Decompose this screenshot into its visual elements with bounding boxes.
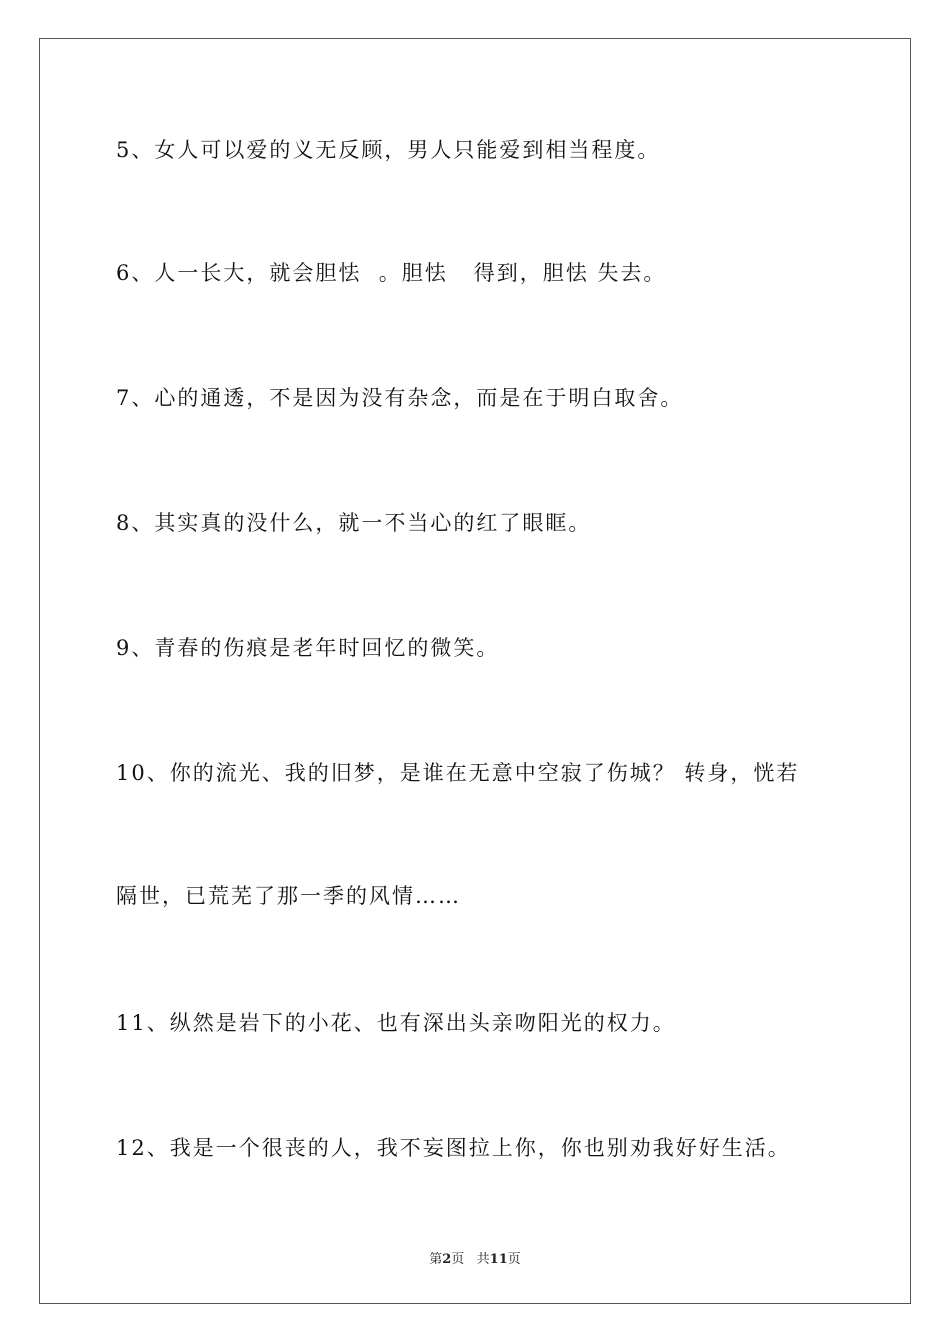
text-line-10: 10、你的流光、我的旧梦，是谁在无意中空寂了伤城？ 转身，恍若 bbox=[116, 761, 800, 785]
text-line-5: 5、女人可以爱的义无反顾，男人只能爱到相当程度。 bbox=[116, 138, 661, 162]
text-line-10-continued: 隔世，已荒芜了那一季的风情…… bbox=[116, 884, 461, 908]
footer-prefix: 第 bbox=[429, 1252, 443, 1267]
text-line-6: 6、人一长大，就会胆怯 。胆怯 得到，胆怯 失去。 bbox=[116, 261, 667, 285]
footer-total-pages: 11 bbox=[489, 1252, 508, 1267]
text-line-9: 9、青春的伤痕是老年时回忆的微笑。 bbox=[116, 636, 500, 660]
footer-page-number: 2 bbox=[442, 1252, 452, 1267]
footer-mid: 页 共 bbox=[451, 1252, 490, 1267]
text-line-11: 11、纵然是岩下的小花、也有深出头亲吻阳光的权力。 bbox=[116, 1011, 676, 1035]
text-line-12: 12、我是一个很丧的人，我不妄图拉上你，你也别劝我好好生活。 bbox=[116, 1136, 791, 1160]
text-line-7: 7、心的通透，不是因为没有杂念，而是在于明白取舍。 bbox=[116, 386, 684, 410]
footer-suffix: 页 bbox=[507, 1252, 521, 1267]
page-frame bbox=[39, 38, 911, 1304]
text-line-8: 8、其实真的没什么，就一不当心的红了眼眶。 bbox=[116, 511, 592, 535]
page-footer bbox=[0, 1248, 950, 1267]
